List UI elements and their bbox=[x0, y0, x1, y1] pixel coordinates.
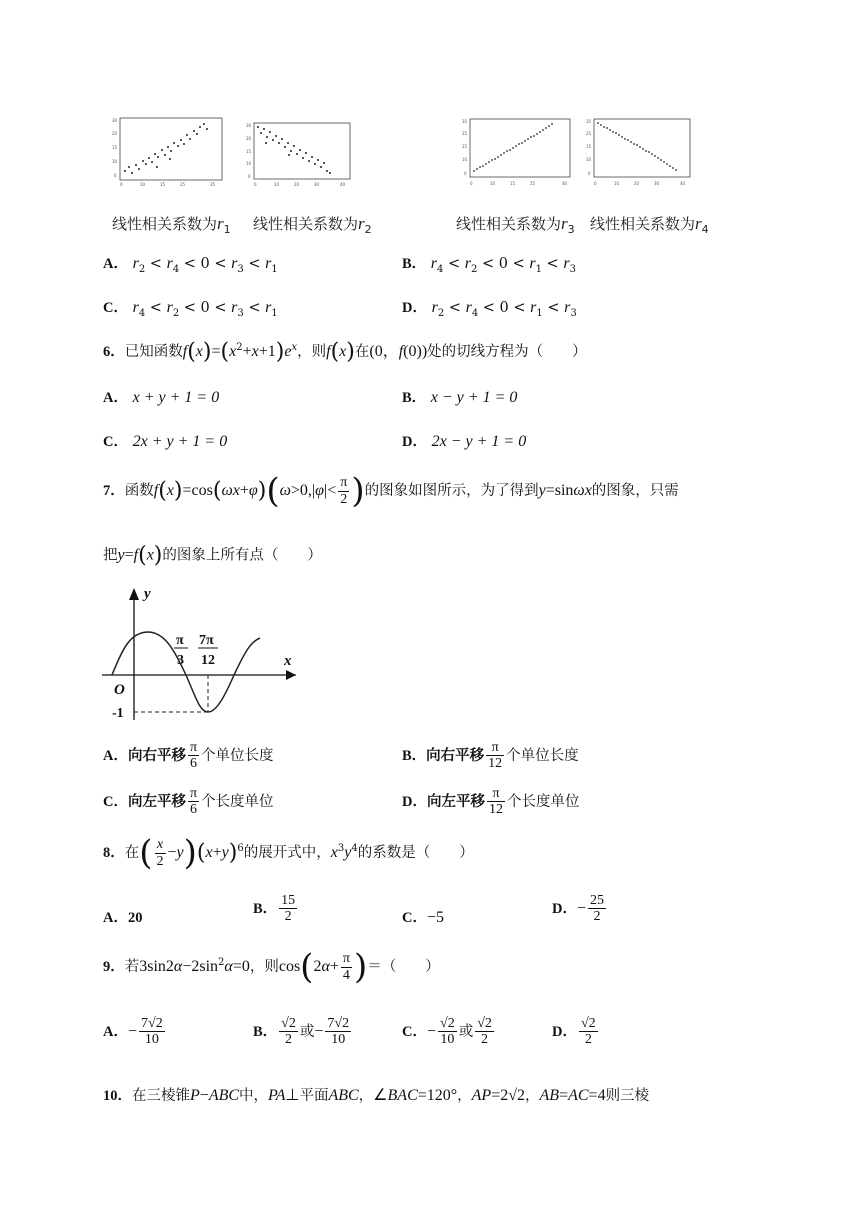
svg-text:30: 30 bbox=[246, 123, 252, 128]
q8-option-d[interactable]: D．− $\frac{25}{2}$ bbox=[552, 893, 605, 925]
q9-option-a[interactable]: A．− $\frac{7√2}{10}$ bbox=[103, 1016, 163, 1048]
svg-text:10: 10 bbox=[614, 181, 620, 186]
svg-text:0: 0 bbox=[248, 174, 251, 179]
graph-7pi: 7π bbox=[199, 633, 214, 648]
svg-text:15: 15 bbox=[586, 144, 592, 149]
q6-option-b[interactable]: B． x − y + 1 = 0 bbox=[402, 389, 518, 406]
q7-cosine-graph bbox=[100, 580, 310, 725]
q7-stem-line2: 把y=f(x)的图象上所有点（ ） bbox=[103, 543, 322, 568]
q8-option-a[interactable]: A．20 bbox=[103, 910, 143, 926]
svg-text:35: 35 bbox=[586, 119, 592, 124]
svg-text:25: 25 bbox=[530, 181, 536, 186]
q9-stem: 9．若$3\sin 2\alpha-2\sin^2\alpha=0$，则cos(2α+ $\frac{\pi}{4}$ )＝（ ） bbox=[103, 947, 440, 987]
q5-option-b[interactable]: B． $r_4 < r_2 < 0 < r_1 < r_3$ bbox=[402, 255, 576, 275]
svg-text:40: 40 bbox=[340, 182, 346, 187]
svg-text:40: 40 bbox=[562, 181, 568, 186]
svg-text:40: 40 bbox=[680, 181, 686, 186]
q5-option-c[interactable]: C． $r_4 < r_2 < 0 < r_3 < r_1$ bbox=[103, 299, 278, 319]
svg-text:20: 20 bbox=[294, 182, 300, 187]
q7-option-d[interactable]: D．向左平移 $\frac{\pi}{12}$ 个长度单位 bbox=[402, 786, 580, 818]
svg-text:10: 10 bbox=[112, 159, 118, 164]
svg-text:15: 15 bbox=[160, 182, 166, 187]
graph-twelve: 12 bbox=[201, 653, 215, 668]
scatter-plot-r3 bbox=[460, 115, 578, 190]
graph-origin: O bbox=[114, 682, 125, 698]
svg-text:25: 25 bbox=[462, 131, 468, 136]
graph-pi: π bbox=[176, 633, 184, 648]
graph-x-label: x bbox=[284, 653, 292, 669]
svg-text:15: 15 bbox=[246, 149, 252, 154]
svg-text:20: 20 bbox=[246, 136, 252, 141]
caption-r4: 线性相关系数为$r_4$ bbox=[590, 214, 709, 236]
svg-text:0: 0 bbox=[254, 182, 257, 187]
q6-option-a[interactable]: A． x + y + 1 = 0 bbox=[103, 389, 220, 406]
q7-option-a[interactable]: A．向右平移 $\frac{\pi}{6}$ 个单位长度 bbox=[103, 740, 274, 772]
svg-text:30: 30 bbox=[654, 181, 660, 186]
svg-text:30: 30 bbox=[314, 182, 320, 187]
caption-r3: 线性相关系数为$r_3$ bbox=[456, 214, 575, 236]
svg-text:10: 10 bbox=[490, 181, 496, 186]
graph-minus1: -1 bbox=[112, 706, 124, 721]
svg-text:0: 0 bbox=[120, 182, 123, 187]
svg-text:30: 30 bbox=[112, 118, 118, 123]
q8-stem: 8．在( $\frac{x}{2}$ $-y)(x+y)^6$的展开式中，$x^3y^4$的系数是（ ） bbox=[103, 833, 474, 873]
svg-text:25: 25 bbox=[180, 182, 186, 187]
q10-stem: 10．在三棱锥P−ABC中，PA⊥平面ABC，∠BAC=120°，AP=2√2，AB=AC=4则三棱 bbox=[103, 1087, 650, 1104]
q6-option-d[interactable]: D． 2x − y + 1 = 0 bbox=[402, 433, 527, 450]
svg-text:0: 0 bbox=[114, 173, 117, 178]
svg-text:15: 15 bbox=[462, 144, 468, 149]
svg-text:0: 0 bbox=[594, 181, 597, 186]
svg-text:0: 0 bbox=[470, 181, 473, 186]
q7-option-c[interactable]: C．向左平移 $\frac{\pi}{6}$ 个长度单位 bbox=[103, 786, 274, 818]
q9-option-d[interactable]: D． $\frac{√2}{2}$ bbox=[552, 1016, 596, 1048]
q6-option-c[interactable]: C． 2x + y + 1 = 0 bbox=[103, 433, 228, 450]
scatter-plot-r2 bbox=[244, 115, 356, 190]
svg-text:10: 10 bbox=[274, 182, 280, 187]
svg-text:25: 25 bbox=[586, 131, 592, 136]
svg-text:10: 10 bbox=[246, 161, 252, 166]
svg-text:35: 35 bbox=[210, 182, 216, 187]
graph-y-label: y bbox=[144, 586, 151, 602]
svg-text:10: 10 bbox=[140, 182, 146, 187]
q5-option-d[interactable]: D． $r_2 < r_4 < 0 < r_1 < r_3$ bbox=[402, 299, 577, 319]
q6-stem: 6．已知函数$f(x)=(x^2+x+1)e^x$，则f(x)在(0，f(0))处的切线方程为（ ） bbox=[103, 339, 587, 365]
svg-text:10: 10 bbox=[462, 157, 468, 162]
svg-text:0: 0 bbox=[588, 171, 591, 176]
q8-option-c[interactable]: C．−5 bbox=[402, 909, 445, 926]
q7-stem-line1: 7．函数f(x)=cos(ωx+φ)(ω>0,|φ|< $\frac{\pi}{2}$ )的图象如图所示，为了得到y=sinωx的图象，只需 bbox=[103, 471, 679, 511]
caption-r2: 线性相关系数为$r_2$ bbox=[253, 214, 372, 236]
q5-option-a[interactable]: A． $r_2 < r_4 < 0 < r_3 < r_1$ bbox=[103, 255, 278, 275]
scatter-plot-r1 bbox=[110, 115, 230, 190]
svg-text:20: 20 bbox=[634, 181, 640, 186]
svg-text:15: 15 bbox=[112, 145, 118, 150]
q9-option-c[interactable]: C．− $\frac{√2}{10}$ 或 $\frac{√2}{2}$ bbox=[402, 1016, 492, 1048]
svg-text:0: 0 bbox=[464, 171, 467, 176]
q9-option-b[interactable]: B． $\frac{√2}{2}$ 或− $\frac{7√2}{10}$ bbox=[253, 1016, 350, 1048]
q8-option-b[interactable]: B． $\frac{15}{2}$ bbox=[253, 893, 296, 925]
svg-text:35: 35 bbox=[462, 119, 468, 124]
caption-r1: 线性相关系数为$r_1$ bbox=[112, 214, 231, 236]
graph-three: 3 bbox=[177, 653, 184, 668]
q7-option-b[interactable]: B．向右平移 $\frac{\pi}{12}$ 个单位长度 bbox=[402, 740, 579, 772]
scatter-plot-r4 bbox=[584, 115, 696, 190]
svg-text:20: 20 bbox=[112, 131, 118, 136]
svg-text:15: 15 bbox=[510, 181, 516, 186]
svg-text:10: 10 bbox=[586, 157, 592, 162]
